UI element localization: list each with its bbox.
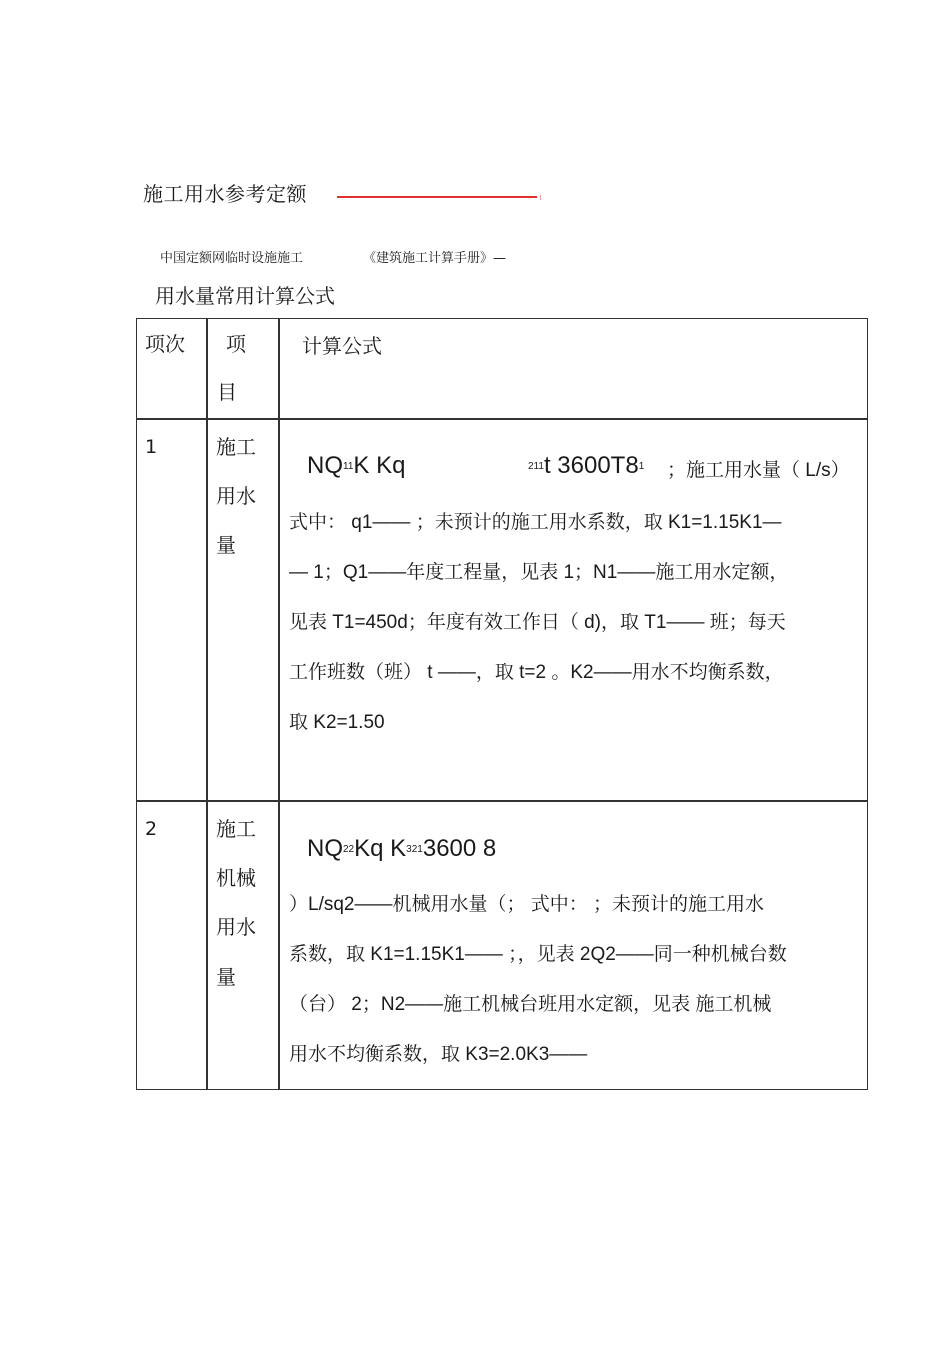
header-index: 项次 bbox=[145, 332, 185, 356]
formula-subscript: 321 bbox=[406, 844, 423, 855]
formula-text-line: 工作班数（班） t ——，取 t=2 。K2——用水不均衡系数， bbox=[289, 662, 784, 683]
formula-part: NQ bbox=[307, 452, 343, 479]
row-item-line: 机械 bbox=[216, 866, 256, 890]
formula-part: 3600 8 bbox=[422, 835, 497, 862]
row-item-line: 量 bbox=[216, 965, 236, 989]
row-number: 1 bbox=[145, 436, 158, 458]
formula-part: Kq K bbox=[354, 835, 407, 862]
header-formula: 计算公式 bbox=[302, 334, 382, 358]
formula-expression-tail bbox=[528, 452, 644, 480]
formula-subscript: 211 bbox=[528, 461, 544, 472]
red-underline bbox=[337, 196, 537, 198]
page-title: 施工用水参考定额 bbox=[143, 182, 307, 206]
row-divider bbox=[137, 800, 867, 802]
row-item-line: 量 bbox=[216, 533, 236, 557]
formula-expression bbox=[307, 835, 496, 863]
formula-text-line: ）L/sq2——机械用水量（； 式中： ；未预计的施工用水 bbox=[289, 894, 765, 915]
row-number: 2 bbox=[145, 818, 158, 840]
header-item-line1: 项 bbox=[226, 332, 246, 356]
formula-part: NQ bbox=[307, 835, 343, 862]
formula-subscript: 22 bbox=[343, 844, 355, 855]
formula-text-line: 式中： q1—— ；未预计的施工用水系数，取 K1=1.15K1— bbox=[289, 512, 782, 533]
header-item-line2: 目 bbox=[217, 380, 237, 404]
formula-text-line: 见表 T1=450d；年度有效工作日（ d)，取 T1—— 班；每天 bbox=[289, 612, 786, 633]
row-divider bbox=[137, 418, 867, 420]
formula-expression bbox=[307, 452, 405, 480]
section-subtitle: 用水量常用计算公式 bbox=[155, 284, 335, 308]
row-item-line: 用水 bbox=[216, 915, 256, 939]
formula-text-line: ；施工用水量（ L/s） bbox=[667, 460, 850, 481]
formula-text-line: 系数，取 K1=1.15K1—— ；，见表 2Q2——同一种机械台数 bbox=[289, 944, 787, 965]
formula-text-line: 用水不均衡系数，取 K3=2.0K3—— bbox=[289, 1044, 588, 1065]
reference-source: 中国定额网临时设施施工 bbox=[160, 251, 304, 266]
red-mark bbox=[540, 195, 541, 200]
row-item-line: 施工 bbox=[216, 817, 256, 841]
formula-part: K Kq bbox=[353, 452, 406, 479]
formula-subscript: 1 bbox=[638, 461, 645, 472]
formula-table bbox=[136, 318, 868, 1090]
reference-book: 《建筑施工计算手册》— bbox=[363, 251, 507, 266]
formula-text-line: 取 K2=1.50 bbox=[289, 712, 385, 733]
formula-part: t 3600T8 bbox=[543, 452, 639, 479]
formula-text-line: （台） 2；N2——施工机械台班用水定额，见表 施工机械 bbox=[289, 994, 772, 1015]
formula-subscript: 11 bbox=[343, 461, 354, 472]
column-divider bbox=[278, 319, 280, 1089]
column-divider bbox=[206, 319, 208, 1089]
row-item-line: 施工 bbox=[216, 435, 256, 459]
row-item-line: 用水 bbox=[216, 484, 256, 508]
formula-text-line: — 1；Q1——年度工程量，见表 1；N1——施工用水定额， bbox=[289, 562, 789, 583]
